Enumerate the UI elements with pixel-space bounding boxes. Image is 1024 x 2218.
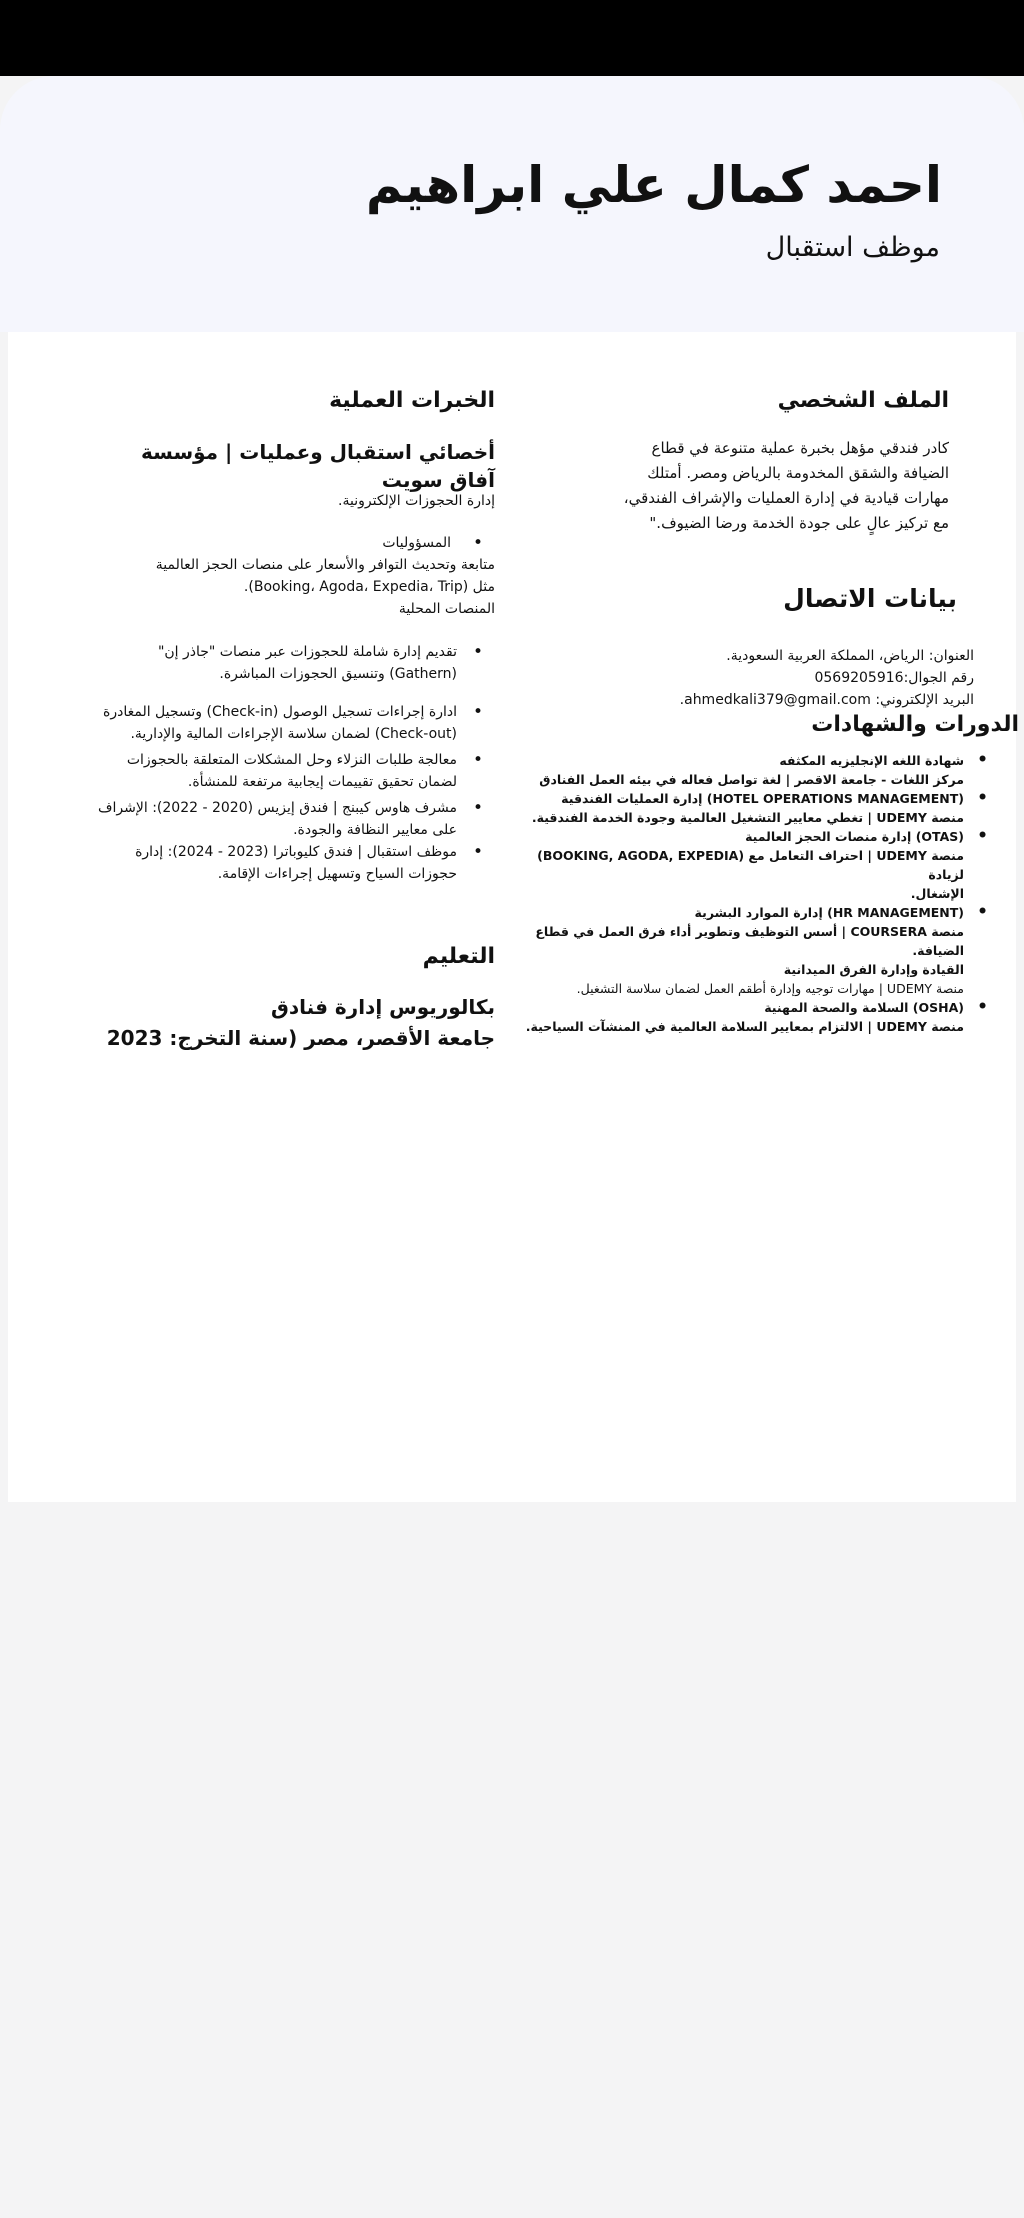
course-item: • (HOTEL OPERATIONS MANAGEMENT) إدارة العمليات الفندقية منصة UDEMY | تغطي معايير التشغيل العالمية وجودة الخدمة الفندقية. (524, 789, 964, 827)
contact-title: بيانات الاتصال (783, 584, 957, 613)
education-title: التعليم (422, 944, 495, 969)
experience-bullets (97, 641, 457, 885)
responsibilities-text: متابعة وتحديث التوافر والأسعار على منصات الحجز العالمية مثل (Booking، Agoda، Expedia، Trip). المنصات المحلية (155, 557, 495, 617)
experience-role: أخصائي استقبال وعمليات | مؤسسة آفاق سويت (140, 440, 495, 492)
course-item: • شهادة اللغه الإنجليزيه المكثفه مركز اللغات - جامعة الاقصر | لغة تواصل فعاله في بيئه العمل الفنادق (524, 751, 964, 789)
resume-body (8, 332, 1019, 1502)
profile-title: الملف الشخصي (777, 388, 949, 413)
experience-item: • مشرف هاوس كيبنج | فندق إيزيس (2020 - 2022): الإشراف على معايير النظافة والجودة. (97, 797, 457, 841)
job-title: موظف استقبال (765, 232, 940, 263)
education-university: جامعة الأقصر، مصر (سنة التخرج: 2023 (106, 1026, 495, 1050)
top-bar (0, 0, 1024, 76)
experience-title: الخبرات العملية (329, 388, 495, 413)
resume-header (0, 76, 1024, 332)
courses-list (524, 751, 964, 1036)
responsibilities-label: • المسؤوليات (97, 532, 457, 554)
course-item: • (OSHA) السلامة والصحة المهنية منصة UDEMY | الالتزام بمعايير السلامة العالمية في المنشآت السياحية. (524, 998, 964, 1036)
course-item: • (OTAS) إدارة منصات الحجز العالمية منصة UDEMY | احتراف التعامل مع (BOOKING, AGODA, EXPEDIA) لزيادة الإشغال. (524, 827, 964, 903)
contact-info (534, 645, 974, 711)
contact-email: البريد الإلكتروني: ahmedkali379@gmail.com. (679, 692, 974, 708)
experience-item: • تقديم إدارة شاملة للحجوزات عبر منصات "جاذر إن" (Gathern) وتنسيق الحجوزات المباشرة. (97, 641, 457, 685)
education-degree: بكالوريوس إدارة فنادق (271, 995, 495, 1019)
contact-phone: رقم الجوال:0569205916 (814, 670, 974, 686)
candidate-name: احمد كمال علي ابراهيم (365, 156, 942, 214)
experience-item: • ادارة إجراءات تسجيل الوصول (Check-in) وتسجيل المغادرة (Check-out) لضمان سلاسة الإجراءات المالية والإدارية. (97, 701, 457, 745)
experience-item: • موظف استقبال | فندق كليوباترا (2023 - 2024): إدارة حجوزات السياح وتسهيل إجراءات الإقامة. (97, 841, 457, 885)
education-block (95, 992, 495, 1054)
experience-item: • معالجة طلبات النزلاء وحل المشكلات المتعلقة بالحجوزات لضمان تحقيق تقييمات إيجابية مرتفعة للمنشأة. (97, 749, 457, 793)
course-item: • (HR MANAGEMENT) إدارة الموارد البشرية منصة COURSERA | أسس التوظيف وتطوير أداء فرق العمل في قطاع الضيافة. القيادة وإدارة الفرق الميدانية منصة UDEMY | مهارات توجيه وإدارة أطقم العمل لضمان سلاسة التشغيل. (524, 903, 964, 998)
responsibilities-list (97, 532, 457, 554)
contact-address: العنوان: الرياض، المملكة العربية السعودية. (726, 648, 974, 664)
courses-title: الدورات والشهادات (811, 712, 1019, 737)
profile-text: كادر فندقي مؤهل بخبرة عملية متنوعة في قطاع الضيافة والشقق المخدومة بالرياض ومصر. أمتلك مهارات قيادية في إدارة العمليات والإشراف الفندقي، مع تركيز عالٍ على جودة الخدمة ورضا الضيوف." (623, 439, 949, 532)
experience-subtitle: إدارة الحجوزات الإلكترونية. (338, 493, 495, 509)
